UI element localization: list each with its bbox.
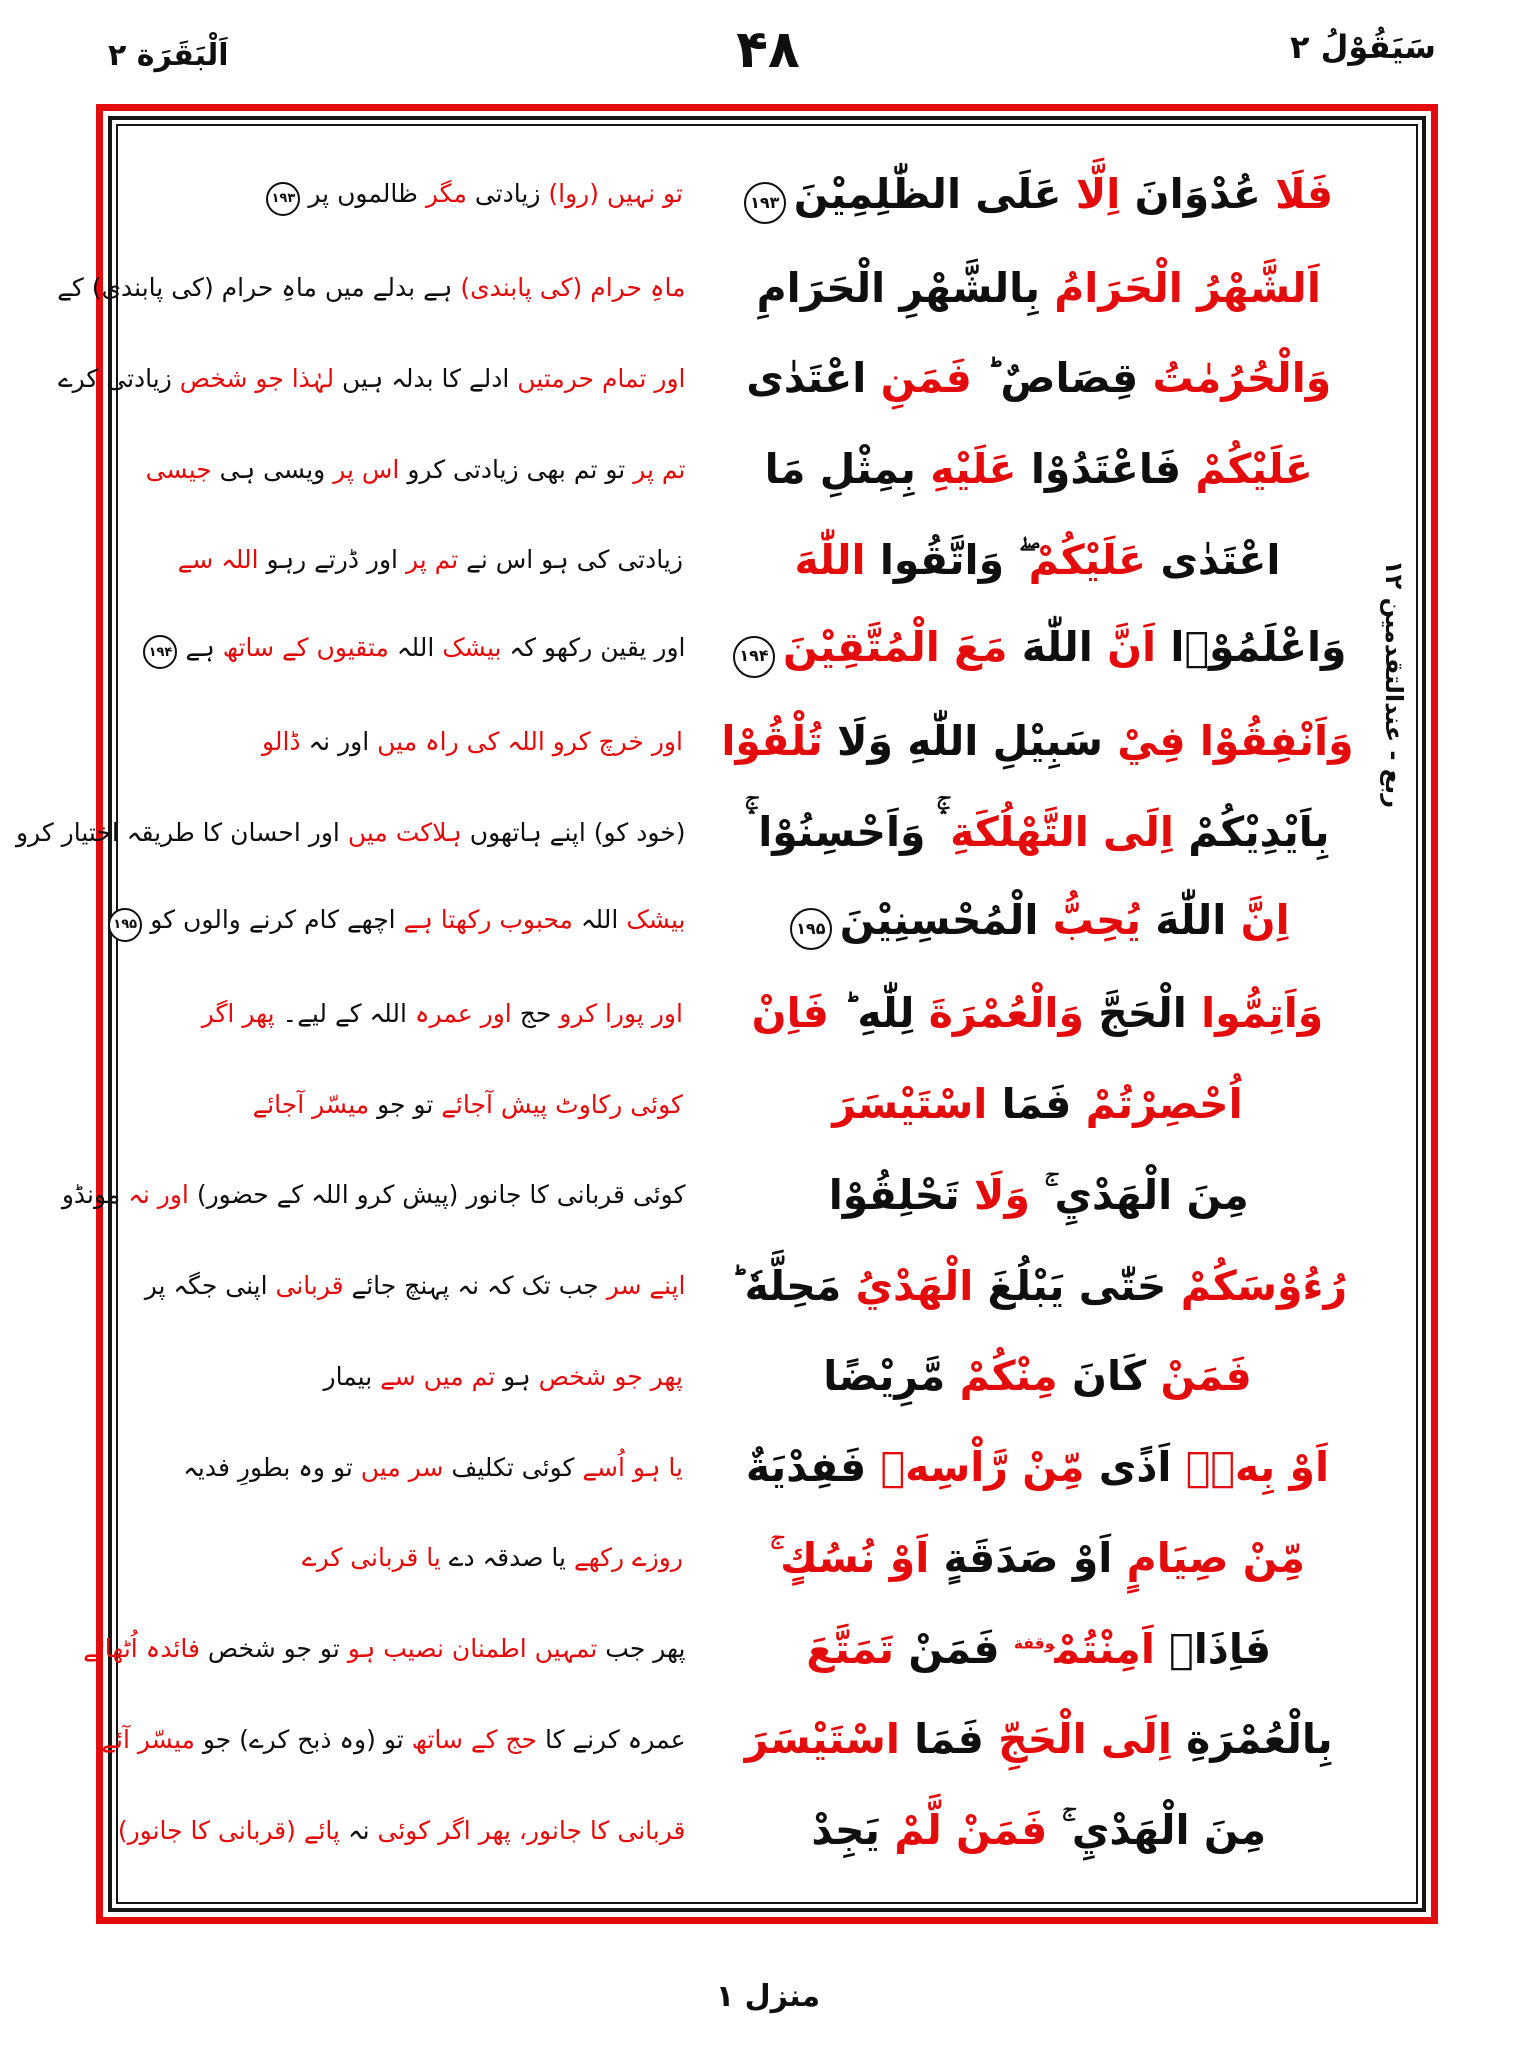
surah-name-label: اَلْبَقَرَة ٢ <box>108 38 229 73</box>
juz-name-label: سَيَقُوْلُ ٢ <box>1289 28 1436 66</box>
text-segment: مِّنْ صِيَامٍ <box>1126 1533 1305 1582</box>
text-segment: وَالْحُرُمٰتُ <box>1152 354 1332 403</box>
text-segment: اعْتَدٰى <box>746 354 881 403</box>
text-segment: تو جو <box>369 1089 442 1119</box>
text-segment: وَالْعُمْرَةَ <box>928 989 1084 1038</box>
text-segment: اس پر <box>333 454 400 484</box>
arabic-line-14 <box>683 1353 1392 1400</box>
text-segment: اِلَى التَّهْلُكَةِ <box>950 807 1174 856</box>
text-segment: تو تم بھی زیادتی کرو <box>399 454 634 484</box>
text-segment: سر میں <box>360 1452 444 1482</box>
text-segment: اللّٰهَ <box>794 535 866 584</box>
arabic-line-17 <box>686 1626 1393 1673</box>
text-segment: حَتّٰى يَبْلُغَ <box>973 1261 1181 1310</box>
text-segment: عُدْوَانَ <box>1120 169 1276 218</box>
text-segment: اللہ کے لیے۔ <box>274 998 415 1028</box>
page-number: ۴۸ <box>736 20 800 80</box>
text-segment: مونڈو <box>61 1180 129 1210</box>
text-segment: اسْتَيْسَرَ <box>832 1080 988 1129</box>
text-segment: اِلَى الْحَجِّ <box>998 1715 1172 1764</box>
text-segment: مَّرِيْضًا <box>823 1352 960 1401</box>
text-segment: حج <box>511 998 560 1028</box>
arabic-line-1 <box>683 171 1392 224</box>
line-row-12 <box>61 1150 1392 1241</box>
text-segment: ہے <box>185 632 223 662</box>
text-segment: اُحْصِرْتُمْ <box>1085 1080 1243 1129</box>
text-segment: قربانی <box>275 1271 344 1301</box>
text-segment: کوئی تکلیف <box>443 1452 583 1482</box>
line-row-3 <box>57 333 1392 424</box>
frame-black-inner-border <box>15 124 1418 1904</box>
urdu-line-14 <box>142 1362 683 1392</box>
arabic-line-15 <box>683 1444 1392 1491</box>
line-row-13 <box>142 1241 1392 1332</box>
line-row-7 <box>142 696 1392 787</box>
text-segment: تمہیں اطمنان نصیب ہو <box>347 1634 598 1664</box>
text-segment: ۖ وَاتَّقُوا <box>865 535 1029 584</box>
text-segment: کوئی رکاوٹ پیش آجائے <box>441 1089 683 1119</box>
text-segment: اَذًى <box>1084 1443 1186 1492</box>
line-row-8 <box>15 787 1392 878</box>
text-segment: پھر جو شخص <box>538 1361 683 1391</box>
text-segment: جب تک کہ نہ پہنچ جائے <box>343 1271 607 1301</box>
line-row-18 <box>101 1694 1392 1785</box>
arabic-line-8 <box>686 809 1393 856</box>
arabic-line-12 <box>686 1172 1393 1219</box>
urdu-line-10 <box>142 999 683 1029</box>
text-segment: اَوْ بِهٖۤ <box>1185 1443 1329 1492</box>
urdu-line-6 <box>142 633 686 670</box>
text-segment: اور خرچ کرو <box>552 726 683 756</box>
text-segment: ہے بدلے میں ماہِ حرام (کی پابندی) کے <box>57 273 461 303</box>
arabic-line-3 <box>686 355 1393 402</box>
text-segment: تم میں سے <box>380 1361 496 1391</box>
urdu-line-4 <box>142 455 686 485</box>
text-segment: فَمَنِ <box>880 354 972 403</box>
arabic-line-10 <box>683 990 1392 1037</box>
text-segment: یا قربانی کرے <box>301 1543 441 1573</box>
text-segment: تو (وہ ذبح کرے) جو <box>194 1724 412 1754</box>
line-row-16 <box>142 1513 1392 1604</box>
text-segment: فَمَا <box>987 1080 1086 1129</box>
text-segment: مَحِلَّهٗ ؕ <box>730 1261 856 1310</box>
line-row-14 <box>142 1332 1392 1423</box>
text-segment: اللہ سے <box>177 545 259 575</box>
text-segment: تو وہ بطورِ فدیہ <box>183 1452 361 1482</box>
arabic-line-13 <box>686 1263 1393 1310</box>
text-segment: سَبِيْلِ اللّٰهِ وَلَا <box>822 717 1118 766</box>
text-segment: اِنَّ <box>1240 895 1290 944</box>
urdu-line-8 <box>15 817 686 848</box>
verse-number-badge: ۱۹۳ <box>744 182 786 224</box>
urdu-line-2 <box>57 273 686 303</box>
text-segment: پھر اگر <box>201 998 275 1028</box>
text-segment: بِاَيْدِيْكُمْ <box>1173 807 1330 856</box>
text-segment: ۛۚ وَاَحْسِنُوْا ۛۚ <box>747 807 951 856</box>
line-row-2 <box>57 243 1392 334</box>
text-segment: فَمَا <box>899 1715 999 1764</box>
text-segment: تَمَتَّعَ <box>806 1624 895 1673</box>
verse-number-badge: ۱۹۵ <box>790 908 832 950</box>
text-segment: حج کے ساتھ <box>411 1724 538 1754</box>
text-segment: اور نہ <box>128 1180 189 1210</box>
verse-number-badge: ۱۹۴ <box>143 635 177 669</box>
text-segment: اَنَّ <box>1107 623 1157 672</box>
text-segment: اپنے سر <box>606 1271 686 1301</box>
text-segment: بِالْعُمْرَةِ <box>1171 1715 1333 1764</box>
text-segment: اور یقین رکھو کہ <box>501 632 686 662</box>
arabic-line-4 <box>686 446 1393 493</box>
text-segment: الْحَجَّ <box>1083 989 1202 1038</box>
text-segment: زیادتی کرے <box>57 363 180 393</box>
manzil-label: منزل ۱ <box>715 1979 821 2014</box>
arabic-line-7 <box>683 718 1392 765</box>
arabic-line-5 <box>683 537 1392 584</box>
text-segment: الْمُحْسِنِيْنَ <box>839 895 1053 944</box>
text-segment: ہو <box>495 1361 539 1391</box>
text-segment: اور پورا کرو <box>559 998 683 1028</box>
text-segment: ویسی ہی <box>211 454 334 484</box>
line-row-19 <box>117 1785 1392 1876</box>
urdu-line-18 <box>101 1724 686 1755</box>
text-segment: عمرہ کرنے کا <box>537 1724 686 1754</box>
frame-black-outer-border <box>15 116 1426 1912</box>
text-segment: تم پر <box>633 454 686 484</box>
arabic-line-19 <box>686 1807 1393 1854</box>
text-segment: عَلَيْهِ <box>930 445 1017 493</box>
text-segment: اَوْ نُسُكٍ ۚ <box>769 1533 930 1582</box>
text-segment: مِنْكُمْ <box>959 1352 1058 1401</box>
text-segment: زیادتی کی ہو اس نے <box>458 545 683 575</box>
text-segment: قِصَاصٌ ؕ <box>971 354 1153 403</box>
arabic-line-18 <box>686 1716 1393 1763</box>
text-segment: محبوب رکھتا ہے <box>403 904 573 934</box>
urdu-line-5 <box>142 545 683 575</box>
text-segment: مگر <box>425 178 467 208</box>
arabic-line-2 <box>686 265 1393 312</box>
text-segment: پائے (قربانی کا جانور) <box>117 1815 341 1845</box>
urdu-line-11 <box>142 1090 683 1120</box>
text-segment: فَاعْتَدُوْا <box>1016 445 1196 493</box>
text-segment: فَمَنْ <box>1160 1352 1252 1401</box>
line-row-1 <box>142 152 1392 243</box>
text-segment: نہ <box>340 1815 378 1845</box>
text-segment: اعْتَدٰى <box>1146 535 1281 584</box>
verse-number-badge: ۱۹۴ <box>733 636 775 678</box>
text-segment: لِلّٰهِ ؕ <box>828 989 929 1038</box>
text-segment: بیشک <box>442 632 502 662</box>
text-segment: متقیوں کے ساتھ <box>222 632 389 662</box>
text-segment: مِنَ الْهَدْيِ ۚ <box>1047 1806 1267 1855</box>
text-segment: اسْتَيْسَرَ <box>744 1715 900 1764</box>
text-segment: اور تمام حرمتیں <box>517 363 686 393</box>
text-segment: اللّٰهَ <box>1007 623 1108 672</box>
text-segment: مَعَ الْمُتَّقِيْنَ <box>782 623 1008 672</box>
text-segment: تو نہیں (روا) <box>548 178 683 208</box>
text-segment: عَلَى الظّٰلِمِيْنَ <box>793 169 1076 218</box>
line-row-6 <box>142 606 1392 697</box>
line-row-5 <box>142 515 1392 606</box>
urdu-line-9 <box>113 904 686 942</box>
text-segment: عَلَيْكُمْ <box>1028 535 1147 584</box>
urdu-line-3 <box>57 363 686 394</box>
line-row-9 <box>113 878 1392 969</box>
text-segment: اور احسان کا طریقہ اختیار کرو <box>15 817 348 847</box>
text-segment: روزے رکھے <box>573 1543 683 1573</box>
text-segment: اللّٰهَ <box>1141 895 1241 944</box>
text-segment: میسّر آئے <box>101 1724 195 1754</box>
page-frame <box>15 104 1438 1924</box>
text-segment: قربانی کا جانور، پھر اگر کوئی <box>377 1815 686 1845</box>
line-row-4 <box>142 424 1392 515</box>
arabic-line-11 <box>683 1081 1392 1128</box>
text-segment: فَمَنْ لَّمْ <box>894 1806 1048 1855</box>
arabic-line-16 <box>683 1535 1392 1582</box>
text-segment: مِّنْ رَّاْسِهٖ <box>880 1443 1085 1492</box>
text-segment: فَلَا <box>1275 169 1334 218</box>
urdu-line-13 <box>142 1271 686 1301</box>
text-segment: ہلاکت میں <box>347 817 462 847</box>
text-segment: یا صدقہ دے <box>440 1543 574 1573</box>
text-segment: اور عمرہ <box>414 998 512 1028</box>
verse-number-badge: ۱۹۵ <box>108 908 142 942</box>
text-segment: كَانَ <box>1057 1352 1161 1401</box>
arabic-line-9 <box>686 897 1393 950</box>
text-segment: ظالموں پر <box>308 178 426 208</box>
text-segment: وَاَتِمُّوا <box>1201 989 1324 1038</box>
urdu-line-17 <box>83 1634 686 1664</box>
text-segment: لہٰذا جو شخص <box>179 363 335 393</box>
text-segment: تُلْقُوْا <box>721 717 823 766</box>
text-segment: اور نہ <box>300 726 378 756</box>
text-segment: (خود کو) اپنے ہاتھوں <box>461 817 686 847</box>
text-segment: اَمِنْتُمْ <box>1054 1624 1155 1673</box>
line-row-17 <box>83 1604 1392 1695</box>
text-segment: بِمِثْلِ مَا <box>764 445 931 493</box>
text-segment: جیسی <box>145 454 212 484</box>
text-segment: یا ہو اُسے <box>582 1452 683 1482</box>
text-segment: بِالشَّهْرِ الْحَرَامِ <box>756 263 1055 312</box>
text-segment: يُحِبُّ <box>1052 895 1142 944</box>
text-segment: اللہ کی راہ میں <box>377 726 545 756</box>
text-segment: فَاِذَاۤ <box>1154 1624 1272 1673</box>
urdu-line-12 <box>61 1180 686 1210</box>
text-segment: فَاِنْ <box>751 989 829 1038</box>
text-segment: فَمَنْ <box>894 1624 1014 1673</box>
urdu-line-7 <box>142 727 683 757</box>
line-row-11 <box>142 1059 1392 1150</box>
text-body <box>15 152 1392 1876</box>
text-segment: میسّر آجائے <box>252 1089 370 1119</box>
text-segment: وَاعْلَمُوْۤا <box>1156 623 1347 672</box>
text-segment: اَوْ صَدَقَةٍ <box>929 1533 1127 1582</box>
text-segment: زیادتی <box>466 178 549 208</box>
text-segment: عَلَيْكُمْ <box>1195 445 1313 493</box>
text-segment: يَجِدْ <box>811 1806 895 1855</box>
text-segment: کوئی قربانی کا جانور (پیش کرو اللہ کے حضور) <box>188 1180 686 1210</box>
text-segment: اچھے کام کرنے والوں کو <box>150 904 404 934</box>
text-segment: اِلَّا <box>1075 169 1121 218</box>
line-row-10 <box>142 969 1392 1060</box>
text-segment: تم پر <box>405 545 459 575</box>
text-segment: بیمار <box>323 1361 381 1391</box>
text-segment: ماہِ حرام (کی پابندی) <box>460 273 686 303</box>
text-segment: الْهَدْيُ <box>855 1261 974 1310</box>
text-segment: اللہ <box>388 632 443 662</box>
verse-number-badge: ۱۹۳ <box>266 182 300 216</box>
text-segment: فَفِدْيَةٌ <box>745 1443 881 1492</box>
text-segment: رُءُوْسَكُمْ <box>1180 1261 1348 1310</box>
urdu-line-1 <box>142 179 683 216</box>
arabic-line-6 <box>686 624 1393 677</box>
text-segment: اپنی جگہ پر <box>144 1271 276 1301</box>
text-segment: ڈالو <box>261 726 301 756</box>
line-row-15 <box>142 1422 1392 1513</box>
text-segment: وَلَا <box>973 1170 1030 1219</box>
urdu-line-16 <box>142 1543 683 1573</box>
text-segment: پھر جب <box>597 1634 686 1664</box>
margin-rub-note: ربع - عندالتقدمین ۱۲ <box>1379 559 1408 809</box>
text-segment: فائدہ اُٹھائے <box>83 1634 200 1664</box>
text-segment: وقفة <box>1013 1633 1055 1652</box>
urdu-line-15 <box>142 1453 683 1483</box>
text-segment: مِنَ الْهَدْيِ ۚ <box>1029 1170 1249 1219</box>
text-segment: بیشک <box>626 904 686 934</box>
text-segment: ادلے کا بدلہ ہیں <box>334 363 518 393</box>
text-segment: وَاَنْفِقُوْا فِيْ <box>1117 717 1354 766</box>
urdu-line-19 <box>117 1815 686 1846</box>
text-segment: اور ڈرتے رہو <box>258 545 406 575</box>
text-segment: اَلشَّهْرُ الْحَرَامُ <box>1054 263 1321 312</box>
text-segment: اللہ <box>572 904 627 934</box>
text-segment: تَحْلِقُوْا <box>828 1170 974 1219</box>
text-segment: تو جو شخص <box>199 1634 348 1664</box>
text-segment <box>545 727 553 756</box>
